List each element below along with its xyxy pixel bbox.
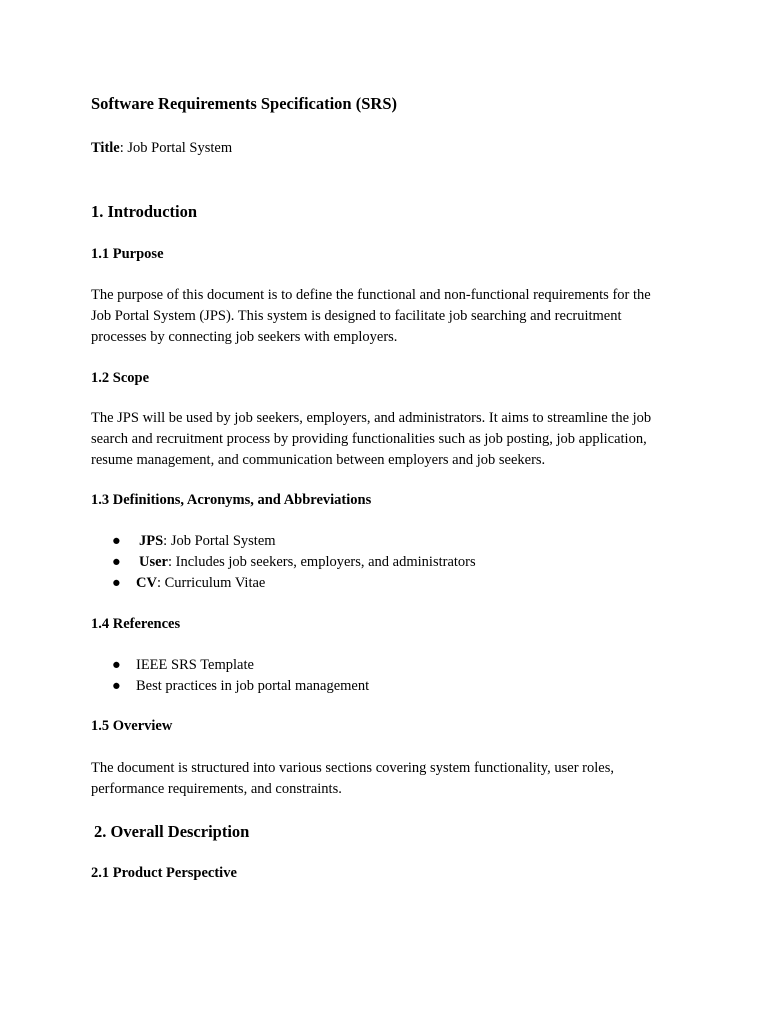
title-label: Title — [91, 140, 120, 156]
definition-term: CV — [136, 575, 157, 591]
section-heading-introduction: 1. Introduction — [91, 202, 198, 221]
scope-paragraph — [91, 408, 651, 471]
definition-term: JPS — [139, 533, 164, 549]
bullet-icon: ● — [112, 554, 121, 570]
list-item — [112, 552, 612, 573]
subsection-heading-overview: 1.5 Overview — [91, 718, 173, 734]
definition-desc: : Job Portal System — [163, 533, 276, 549]
paragraph-line: performance requirements, and constraints. — [91, 781, 342, 797]
paragraph-line: The JPS will be used by job seekers, employers, and administrators. It aims to streamline the job — [91, 410, 652, 426]
paragraph-line: search and recruitment process by providing functionalities such as job posting, job application, — [91, 431, 647, 447]
list-item — [112, 531, 612, 552]
list-item — [112, 573, 612, 594]
references-list — [112, 655, 612, 697]
definition-desc: : Curriculum Vitae — [156, 575, 266, 591]
subsection-heading-references: 1.4 References — [91, 616, 181, 632]
reference-text: IEEE SRS Template — [136, 657, 254, 673]
bullet-icon: ● — [112, 657, 121, 673]
bullet-icon: ● — [112, 533, 121, 549]
title-value: : Job Portal System — [119, 140, 233, 156]
bullet-icon: ● — [112, 678, 121, 694]
paragraph-line: processes by connecting job seekers with employers. — [91, 329, 398, 345]
purpose-paragraph — [91, 285, 651, 348]
section-heading-overall-description: 2. Overall Description — [94, 822, 250, 841]
document-title-line — [91, 140, 232, 157]
list-item — [112, 676, 612, 697]
reference-text: Best practices in job portal management — [136, 678, 370, 694]
subsection-heading-definitions: 1.3 Definitions, Acronyms, and Abbreviations — [91, 492, 372, 508]
paragraph-line: The document is structured into various sections covering system functionality, user roles, — [91, 760, 614, 776]
paragraph-line: resume management, and communication between employers and job seekers. — [91, 452, 546, 468]
list-item — [112, 655, 612, 676]
bullet-icon: ● — [112, 575, 121, 591]
overview-paragraph — [91, 758, 614, 800]
paragraph-line: The purpose of this document is to define the functional and non-functional requirements for the — [91, 287, 651, 303]
subsection-heading-product-perspective: 2.1 Product Perspective — [91, 865, 237, 881]
definitions-list — [112, 531, 612, 594]
definition-term: User — [139, 554, 168, 570]
document-heading: Software Requirements Specification (SRS) — [91, 94, 397, 113]
subsection-heading-purpose: 1.1 Purpose — [91, 246, 164, 262]
subsection-heading-scope: 1.2 Scope — [91, 370, 149, 386]
paragraph-line: Job Portal System (JPS). This system is designed to facilitate job searching and recruitment — [91, 308, 622, 324]
definition-desc: : Includes job seekers, employers, and administrators — [168, 554, 476, 570]
